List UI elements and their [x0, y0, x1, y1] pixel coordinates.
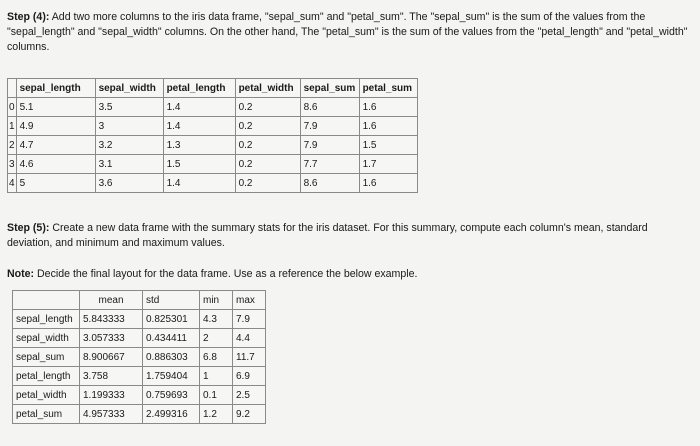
- table-cell: 3.2: [95, 136, 163, 155]
- table-cell: 1.4: [163, 174, 235, 193]
- row-label: sepal_width: [13, 329, 80, 348]
- table-cell: 7.9: [300, 117, 359, 136]
- table-row: [8, 98, 418, 117]
- table-cell: 0.2: [235, 136, 300, 155]
- table-cell: 4.7: [16, 136, 95, 155]
- table-cell: 1.5: [359, 136, 417, 155]
- note-text: Decide the final layout for the data frame. Use as a reference the below example.: [37, 268, 418, 280]
- table-cell: 1.3: [163, 136, 235, 155]
- table-cell: 0.2: [235, 155, 300, 174]
- table-cell: 1.199333: [80, 386, 143, 405]
- row-index: 3: [8, 155, 17, 174]
- table-cell: 0.886303: [143, 348, 200, 367]
- table-header-row: [13, 291, 266, 310]
- table-cell: 3.5: [95, 98, 163, 117]
- table-cell: 7.9: [300, 136, 359, 155]
- table-cell: 4.957333: [80, 405, 143, 424]
- table-cell: 0.434411: [143, 329, 200, 348]
- column-header: sepal_sum: [300, 79, 359, 98]
- column-header: min: [200, 291, 233, 310]
- step-5-instructions: [7, 221, 693, 251]
- step-4-instructions: [7, 10, 693, 55]
- table-cell: 7.9: [233, 310, 266, 329]
- column-header: max: [233, 291, 266, 310]
- step-4-text: Add two more columns to the iris data frame, "sepal_sum" and "petal_sum". The "sepal_sum" is the sum of the values from the "sepal_length" and "sepal_width" columns. On the other hand, The "petal_sum" is the sum of the values from the "petal_length" and "petal_width" columns.: [7, 11, 688, 53]
- column-header: petal_length: [163, 79, 235, 98]
- table-row: [13, 348, 266, 367]
- table-cell: 5: [16, 174, 95, 193]
- table-cell: 8.6: [300, 98, 359, 117]
- table-cell: 1.5: [163, 155, 235, 174]
- row-index: 2: [8, 136, 17, 155]
- table-row: [8, 155, 418, 174]
- table-cell: 0.2: [235, 98, 300, 117]
- table-cell: 0.1: [200, 386, 233, 405]
- table-cell: 0.2: [235, 117, 300, 136]
- table-cell: 1.7: [359, 155, 417, 174]
- summary-stats-table: [12, 290, 266, 424]
- table-cell: 7.7: [300, 155, 359, 174]
- table-cell: 3.057333: [80, 329, 143, 348]
- table-row: [8, 136, 418, 155]
- column-header: sepal_width: [95, 79, 163, 98]
- table-cell: 0.759693: [143, 386, 200, 405]
- table-cell: 3: [95, 117, 163, 136]
- table-cell: 1.4: [163, 98, 235, 117]
- table-cell: 6.8: [200, 348, 233, 367]
- row-label: sepal_length: [13, 310, 80, 329]
- column-header: mean: [80, 291, 143, 310]
- column-header: std: [143, 291, 200, 310]
- table-cell: 5.843333: [80, 310, 143, 329]
- column-header: petal_width: [235, 79, 300, 98]
- table-row: [8, 117, 418, 136]
- row-label: petal_width: [13, 386, 80, 405]
- step-5-text: Create a new data frame with the summary stats for the iris dataset. For this summary, compute each column's mean, standard deviation, and minimum and maximum values.: [7, 222, 648, 249]
- table-cell: 2: [200, 329, 233, 348]
- table-row: [13, 329, 266, 348]
- column-header: sepal_length: [16, 79, 95, 98]
- row-index: 1: [8, 117, 17, 136]
- table-cell: 3.1: [95, 155, 163, 174]
- table-cell: 11.7: [233, 348, 266, 367]
- table-cell: 1.4: [163, 117, 235, 136]
- row-label: petal_length: [13, 367, 80, 386]
- row-label: sepal_sum: [13, 348, 80, 367]
- table-cell: 3.6: [95, 174, 163, 193]
- table-cell: 4.6: [16, 155, 95, 174]
- table-cell: 1.6: [359, 117, 417, 136]
- iris-dataframe-table: [7, 78, 418, 193]
- row-label: petal_sum: [13, 405, 80, 424]
- table-header-row: [8, 79, 418, 98]
- table-cell: 3.758: [80, 367, 143, 386]
- row-index: 4: [8, 174, 17, 193]
- table-cell: 4.3: [200, 310, 233, 329]
- index-header: [8, 79, 17, 98]
- table-cell: 5.1: [16, 98, 95, 117]
- table-row: [13, 405, 266, 424]
- table-row: [8, 174, 418, 193]
- note-label: Note:: [7, 268, 35, 280]
- table-cell: 8.900667: [80, 348, 143, 367]
- column-header: petal_sum: [359, 79, 417, 98]
- table-row: [13, 386, 266, 405]
- table-cell: 2.499316: [143, 405, 200, 424]
- table-row: [13, 310, 266, 329]
- table-cell: 1: [200, 367, 233, 386]
- index-header: [13, 291, 80, 310]
- table-cell: 9.2: [233, 405, 266, 424]
- table-row: [13, 367, 266, 386]
- step-5-label: Step (5):: [7, 222, 50, 234]
- table-cell: 4.9: [16, 117, 95, 136]
- table-cell: 8.6: [300, 174, 359, 193]
- table-cell: 2.5: [233, 386, 266, 405]
- table-cell: 0.2: [235, 174, 300, 193]
- row-index: 0: [8, 98, 17, 117]
- table-cell: 1.6: [359, 98, 417, 117]
- table-cell: 6.9: [233, 367, 266, 386]
- table-cell: 1.6: [359, 174, 417, 193]
- step-4-label: Step (4):: [7, 11, 50, 23]
- note-paragraph: [7, 267, 693, 282]
- table-cell: 1.759404: [143, 367, 200, 386]
- table-cell: 1.2: [200, 405, 233, 424]
- table-cell: 4.4: [233, 329, 266, 348]
- table-cell: 0.825301: [143, 310, 200, 329]
